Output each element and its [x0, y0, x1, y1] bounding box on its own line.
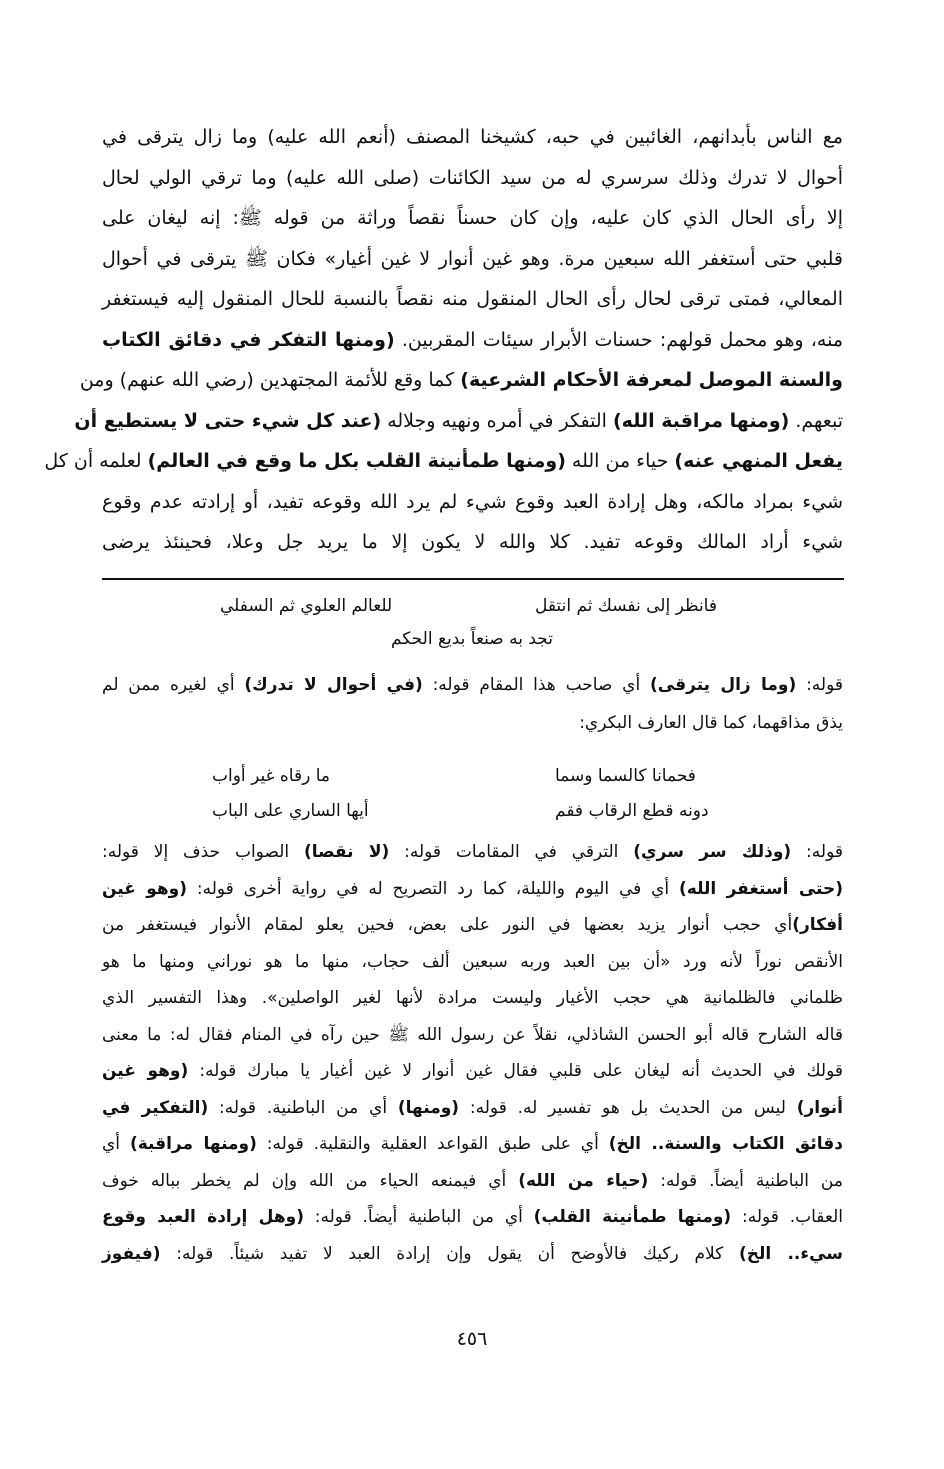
text-segment: أي من الباطنية أيضاً. قوله: — [303, 1207, 534, 1227]
text-segment: قوله: — [796, 675, 843, 695]
bold-quote: (ومنها مراقبة) — [129, 1134, 257, 1154]
text-line — [102, 875, 843, 903]
text-segment: ظلماني فالظلمانية هي حجب الأغيار وليست مرادة لأنها لغير الواصلين». وهذا التفسير الذي — [102, 988, 843, 1008]
bold-quote: (وهو غين — [102, 878, 187, 899]
text-segment: ليس من الحديث بل هو تفسير له. قوله: — [459, 1097, 797, 1118]
text-segment: قوله: — [791, 842, 843, 862]
bold-quote: والسنة الموصل لمعرفة الأحكام الشرعية) — [460, 369, 843, 391]
text-line — [102, 325, 843, 355]
text-segment: أي من الباطنية. قوله: — [208, 1097, 398, 1118]
text-segment: مع الناس بأبدانهم، الغائبين في حبه، كشيخنا المصنف (أنعم الله عليه) وما زال يترقى في — [102, 126, 843, 148]
text-segment: إلا رأى الحال الذي كان عليه، وإن كان حسناً نقصاً وراثة من قوله ﷺ: إنه ليغان على — [102, 207, 843, 229]
text-line — [74, 406, 843, 436]
text-line — [102, 163, 843, 193]
text-line — [102, 1167, 843, 1195]
text-segment: شيء بمراد مالكه، وهل إرادة العبد وقوع شيء لم يرد الله وقوعه تفيد، أو إرادته عدم وقوع — [102, 490, 843, 513]
text-line — [102, 122, 843, 152]
bold-quote: (وذلك سر سري) — [633, 842, 792, 862]
verse-2-line-1-right: فحمانا كالسما وسما — [555, 766, 696, 786]
text-segment: الترقي في المقامات قوله: — [389, 842, 634, 862]
text-line — [102, 838, 843, 866]
text-segment: قلبي حتى أستغفر الله سبعين مرة. وهو غين أنوار لا غين أغيار» فكان ﷺ يترقى في أحوال — [102, 247, 843, 270]
text-line — [102, 284, 843, 314]
text-line — [102, 244, 843, 274]
verse-2-line-2-left: أيها الساري على الباب — [212, 801, 369, 821]
text-line — [102, 671, 843, 699]
text-segment: تبعهم. — [789, 409, 843, 432]
verse-2-line-2-right: دونه قطع الرقاب فقم — [555, 801, 709, 821]
text-line — [102, 1094, 843, 1122]
bold-quote: سيء.. الخ) — [738, 1243, 843, 1264]
text-segment: الصواب حذف إلا قوله: — [102, 842, 304, 862]
text-segment: الأنقص نوراً لأنه ورد «أن بين العبد وربه سبعين ألف حجاب، منها ما هو نوراني ومنها ما هو — [102, 951, 843, 972]
bold-quote: (عند كل شيء حتى لا يستطيع أن — [74, 409, 382, 432]
text-segment: أي — [102, 1134, 130, 1154]
bold-quote: (فيفوز — [102, 1243, 161, 1264]
text-line — [102, 487, 843, 517]
text-segment: كلام ركيك فالأوضح أن يقول وإن إرادة العبد لا تفيد شيئاً. قوله: — [160, 1243, 739, 1264]
text-line — [102, 1240, 843, 1268]
text-line — [102, 527, 843, 557]
verse-2-line-1-left: ما رقاه غير أواب — [212, 766, 330, 786]
bold-quote: (وهل إرادة العبد وقوع — [102, 1207, 304, 1227]
text-segment: من الباطنية أيضاً. قوله: — [648, 1170, 843, 1191]
bold-quote: دقائق الكتاب والسنة.. الخ) — [608, 1134, 843, 1154]
text-segment: أي على طبق القواعد العقلية والنقلية. قوله: — [256, 1134, 609, 1154]
bold-quote: (ومنها طمأنينة القلب) — [533, 1207, 732, 1227]
footnote-divider — [102, 578, 844, 580]
text-segment: حياء من الله — [565, 450, 675, 472]
text-segment: أي في اليوم والليلة، كما رد التصريح له في رواية أخرى قوله: — [187, 878, 679, 899]
bold-quote: (وهو غين — [102, 1061, 189, 1081]
text-segment: العقاب. قوله: — [731, 1207, 843, 1227]
text-segment: منه، وهو محمل قولهم: حسنات الأبرار سيئات المقربين. — [394, 328, 843, 351]
text-segment: أي حجب أنوار يزيد بعضها في النور على بعض، فحين يعلو لمقام الأنوار فيستغفر من — [102, 915, 793, 935]
bold-quote: أفكار) — [792, 915, 843, 935]
text-segment: قولك في الحديث أنه ليغان على قلبي فقال غين أنوار لا غين أغيار يا مبارك قوله: — [188, 1061, 843, 1081]
bold-quote: (ومنها) — [397, 1097, 460, 1118]
text-segment: شيء أراد المالك وقوعه تفيد. كلا والله لا يكون إلا ما يريد جل وعلا، فحينئذ يرضى — [102, 531, 843, 553]
verse-1-right: فانظر إلى نفسك ثم انتقل — [535, 596, 717, 616]
text-line — [102, 1057, 843, 1085]
bold-quote: (ومنها التفكر في دقائق الكتاب — [102, 328, 395, 351]
text-line — [79, 365, 843, 395]
text-line — [102, 1203, 843, 1231]
text-segment: أي صاحب هذا المقام قوله: — [422, 675, 651, 695]
bold-quote: (في أحوال لا تدرك) — [244, 675, 423, 695]
bold-quote: (التفكير في — [102, 1097, 209, 1118]
text-segment: لعلمه أن كل — [44, 450, 148, 472]
text-line — [102, 984, 843, 1012]
bold-quote: (حياء من الله) — [518, 1170, 649, 1191]
text-line — [102, 203, 843, 233]
bold-quote: يفعل المنهي عنه) — [674, 450, 843, 472]
bold-quote: (حتى أستغفر الله) — [678, 878, 843, 899]
text-segment: المعالي، فمتى ترقى لحال رأى الحال المنقول منه نقصاً بالنسبة للحال المنقول إليه فيستغفر — [102, 288, 843, 310]
text-line — [44, 446, 843, 476]
page-number: ٤٥٦ — [456, 1328, 488, 1350]
text-line — [102, 911, 843, 939]
bold-quote: (ومنها مراقبة الله) — [612, 409, 790, 432]
text-segment: يذق مذاقهما، كما قال العارف البكري: — [579, 713, 843, 733]
text-line — [102, 1021, 843, 1049]
text-line — [102, 1130, 843, 1158]
text-segment: قاله الشارح قاله أبو الحسن الشاذلي، نقلاً عن رسول الله ﷺ حين رآه في المنام فقال له: ما معنى — [102, 1024, 843, 1045]
text-segment: أي لغيره ممن لم — [102, 675, 245, 695]
text-segment: التفكر في أمره ونهيه وجلاله — [381, 409, 613, 432]
text-line — [102, 709, 843, 737]
text-line — [102, 948, 843, 976]
bold-quote: (ومنها طمأنينة القلب بكل ما وقع في العالم) — [147, 450, 566, 472]
verse-1-center: تجد به صنعاً بديع الحكم — [390, 629, 554, 649]
bold-quote: (وما زال يترقى) — [650, 675, 797, 695]
text-segment: أحوال لا تدرك وذلك سرسري له من سيد الكائنات (صلى الله عليه) وما ترقي الولي لحال — [102, 166, 843, 189]
text-segment: كما وقع للأئمة المجتهدين (رضي الله عنهم) ومن — [79, 369, 461, 391]
verse-1-left: للعالم العلوي ثم السفلي — [220, 596, 393, 616]
bold-quote: (لا نقصا) — [303, 842, 390, 862]
bold-quote: أنوار) — [796, 1097, 843, 1118]
text-segment: أي فيمنعه الحياء من الله وإن لم يخطر بباله خوف — [102, 1170, 519, 1191]
